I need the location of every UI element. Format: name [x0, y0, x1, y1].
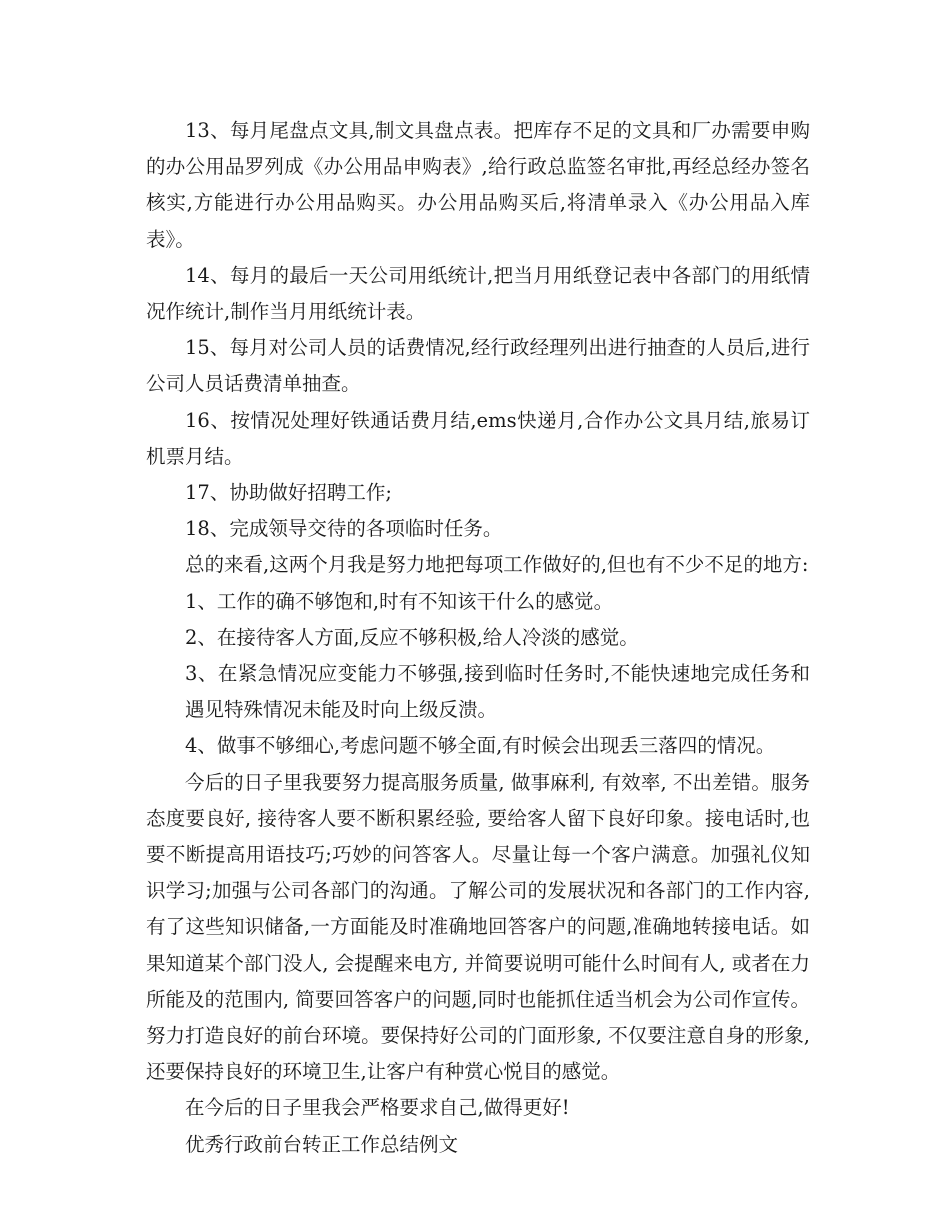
paragraph-item-17: 17、协助做好招聘工作;	[185, 481, 392, 505]
document-body	[146, 113, 810, 1163]
closing-paragraph: 在今后的日子里我会严格要求自己,做得更好!	[185, 1096, 570, 1120]
shortcoming-item-1: 1、工作的确不够饱和,时有不知该干什么的感觉。	[185, 589, 614, 613]
shortcoming-item-2: 2、在接待客人方面,反应不够积极,给人冷淡的感觉。	[185, 625, 639, 649]
shortcoming-item-4: 4、做事不够细心,考虑问题不够全面,有时候会出现丢三落四的情况。	[185, 734, 776, 758]
paragraph-item-13: 13、每月尾盘点文具,制文具盘点表。把库存不足的文具和厂办需要申购的办公用品罗列成《办公用品申购表》,给行政总监签名审批,再经总经办签名核实,方能进行办公用品购买。办公用品购买后,将清单录入《办公用品入库表》。	[146, 119, 810, 251]
paragraph-item-14: 14、每月的最后一天公司用纸统计,把当月用纸登记表中各部门的用纸情况作统计,制作当月用纸统计表。	[146, 263, 810, 324]
shortcoming-item-3: 3、在紧急情况应变能力不够强,接到临时任务时,不能快速地完成任务和遇见特殊情况未能及时向上级反溃。	[185, 662, 810, 722]
next-section-title: 优秀行政前台转正工作总结例文	[185, 1132, 459, 1156]
paragraph-item-18: 18、完成领导交待的各项临时任务。	[185, 517, 503, 541]
paragraph-item-15: 15、每月对公司人员的话费情况,经行政经理列出进行抽查的人员后,进行公司人员话费清单抽查。	[146, 336, 810, 396]
summary-intro-paragraph: 总的来看,这两个月我是努力地把每项工作做好的,但也有不少不足的地方:	[185, 553, 809, 577]
paragraph-item-16: 16、按情况处理好铁通话费月结,ems快递月,合作办公文具月结,旅易订机票月结。	[146, 408, 810, 468]
future-plan-paragraph: 今后的日子里我要努力提高服务质量, 做事麻利, 有效率, 不出差错。服务态度要良好, 接待客人要不断积累经验, 要给客人留下良好印象。接电话时,也要不断提高用语技巧;巧妙的问答客人。尽量让每一个客户满意。加强礼仪知识学习;加强与公司各部门的沟通。了解公司的发展状况和各部门的工作内容,有了这些知识储备,一方面能及时准确地回答客户的问题,准确地转接电话。如果知道某个部门没人, 会提醒来电方, 并简要说明可能什么时间有人, 或者在力所能及的范围内, 简要回答客户的问题,同时也能抓住适当机会为公司作宣传。努力打造良好的前台环境。要保持好公司的门面形象, 不仅要注意自身的形象, 还要保持良好的环境卫生,让客户有种赏心悦目的感觉。	[146, 770, 810, 1084]
